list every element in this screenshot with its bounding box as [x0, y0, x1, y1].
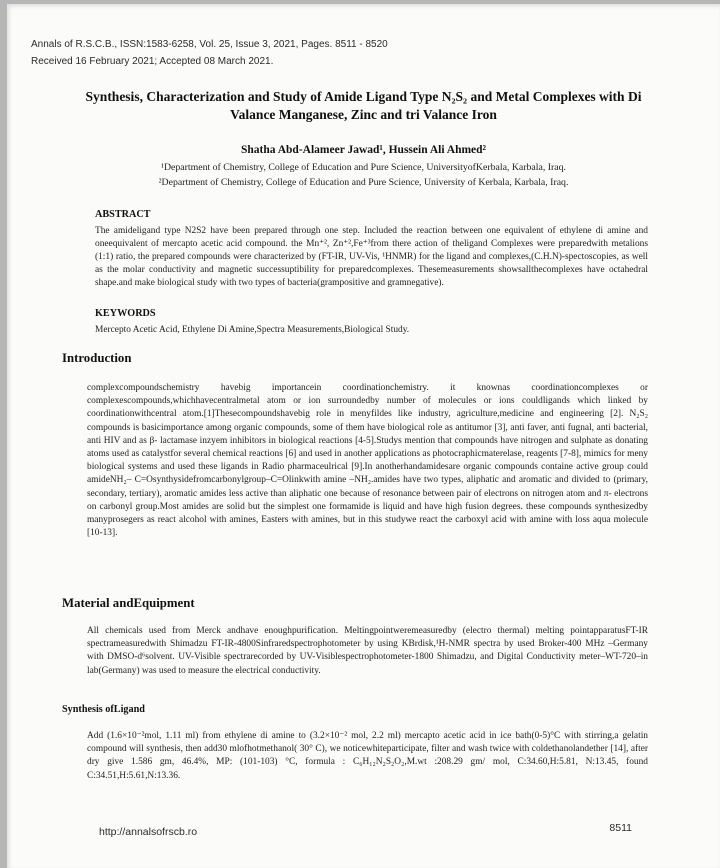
introduction-text: complexcompoundschemistry havebig importancein coordinationchemistry. it knownas coordinationcomplexes or complexescompounds,whichhavecentralmetal atom or ion surroundedby number of molecules or ions couldligands which linked by coordinationwithcentral atom.[1]Thesecompoundshavebig role in menyfildes like industry, agriculture,medicine and engineering [2]. N₂S₂ compounds is basicimportance among organic compounds, some of them have biological role as antitumor [3], anti faver, anti fugnal, anti bacterial, anti HIV and as β- lactamase inzyem inhibitors in biological reactions [4-5].Studys mention that compounds have nitrogen and sulphate as donating atoms used as catalystfor several chemical reactions [6] and used in another applications as photocraphicmaterelase, reagents [7-8], mimics for meny biological systems and used these ligands in Radio pharmaceulrical [9].In anotherhandamidesare organic compounds containe active group could amideNH₂– C=Osynthysidefromcarbonylgroup–C=Olinkwith amine –NH₂.amides have two types, aliphatic and aromatic and divided to (primary, secondary, tertiary), aromatic amides less active than aliphatic one because of resonance between pair of electrons on nitrogen atom and π- electrons on carbonyl group.Most amides are solid but the simplest one formamide is liquid and have high fusion degrees. these compounds synthesizedby manyprosegers as react alcohol with amines, Easters with amines, but in this studywe react the carboxyl acid with amine with loss aqua molecule [10-13].	[87, 383, 648, 539]
paper-title: Synthesis, Characterization and Study of Amide Ligand Type N₂S₂ and Metal Complexes with Di Valance Manganese, Zinc and tri Valance Iron	[85, 89, 642, 122]
keywords-section	[95, 307, 648, 337]
synthesis-heading: Synthesis ofLigand	[62, 704, 145, 715]
affiliation-1: ¹Department of Chemistry, College of Education and Pure Science, UniversityofKerbala, Karbala, Iraq.	[161, 162, 566, 173]
abstract-section	[95, 208, 648, 291]
journal-header	[31, 36, 388, 70]
footer-journal-url: http://annalsofrscb.ro	[99, 826, 198, 838]
footer-page-number: 8511	[609, 822, 632, 834]
authors-line: Shatha Abd-Alameer Jawad¹, Hussein Ali Ahmed²	[240, 144, 487, 156]
affiliations	[47, 161, 680, 190]
abstract-heading: ABSTRACT	[95, 209, 151, 220]
materials-heading: Material andEquipment	[62, 596, 195, 610]
introduction-heading: Introduction	[62, 351, 132, 365]
synthesis-text: Add (1.6×10⁻²mol, 1.11 ml) from ethylene di amine to (3.2×10⁻² mol, 2.2 ml) mercapto acetic acid in ice bath(0-5)°C with stirring,a gelatin compound will synthesis, then add30 mlofhotmethanol( 30° C), we noticewhiteparticipate, filter and wash twice with coldethanolandether [14], after dry give 1.586 gm, 46.4%, MP: (101-103) °C, formula : C₆H₁₂N₂S₂O₂,M.wt :208.29 gm/ mol, C:34.60,H:5.81, N:13.45, found C:34.51,H:5.61,N:13.36.	[87, 731, 648, 781]
keywords-text: Mercepto Acetic Acid, Ethylene Di Amine,Spectra Measurements,Biological Study.	[95, 325, 410, 335]
materials-text: All chemicals used from Merck andhave enoughpurification. Meltingpointweremeasuredby (electro thermal) melting pointapparatusFT-IR spectrameasuredwith Shimadzu FT-IR-4800Sinfraredspectrophotometer by using KBrdisk,¹H-NMR spectra by used Broker-400 MHz –Germany with DMSO-d⁶solvent. UV-Visible spectrarecorded by UV-Visiblespectrophotometer-1800 Shimadzu, and Digital Conductivity meter–WT-720–in lab(Germany) was used to measure the electrical conductivity.	[87, 626, 648, 676]
affiliation-2: ²Department of Chemistry, College of Education and Pure Science, University of Kerbala, Karbala, Iraq.	[158, 176, 569, 188]
journal-issue-line: Annals of R.S.C.B., ISSN:1583-6258, Vol. 25, Issue 3, 2021, Pages. 8511 - 8520	[31, 39, 388, 50]
paper-page	[7, 4, 720, 868]
keywords-heading: KEYWORDS	[95, 308, 156, 319]
abstract-text: The amideligand type N2S2 have been prepared through one step. Included the reaction between one equivalent of ethylene di amine and oneequivalent of mercapto acetic acid compound. the Mn⁺², Zn⁺²,Fe⁺³from there action of theligand Complexes were preparedwith metalions (1:1) ratio, the prepared compounds were characterized by (FT-IR, UV-Vis, ¹HNMR) for the ligand and complexes,(C.H.N)-spectoscopies, as well as the molar conductivity and magnetic successuptibility for preparedcomplexes. Thesemeasurements showsallthecomplexes have octahedral shape.and make biological study with two types of bacteria(grampositive and gramnegative).	[95, 226, 648, 289]
received-accepted-line: Received 16 February 2021; Accepted 08 March 2021.	[31, 56, 274, 67]
